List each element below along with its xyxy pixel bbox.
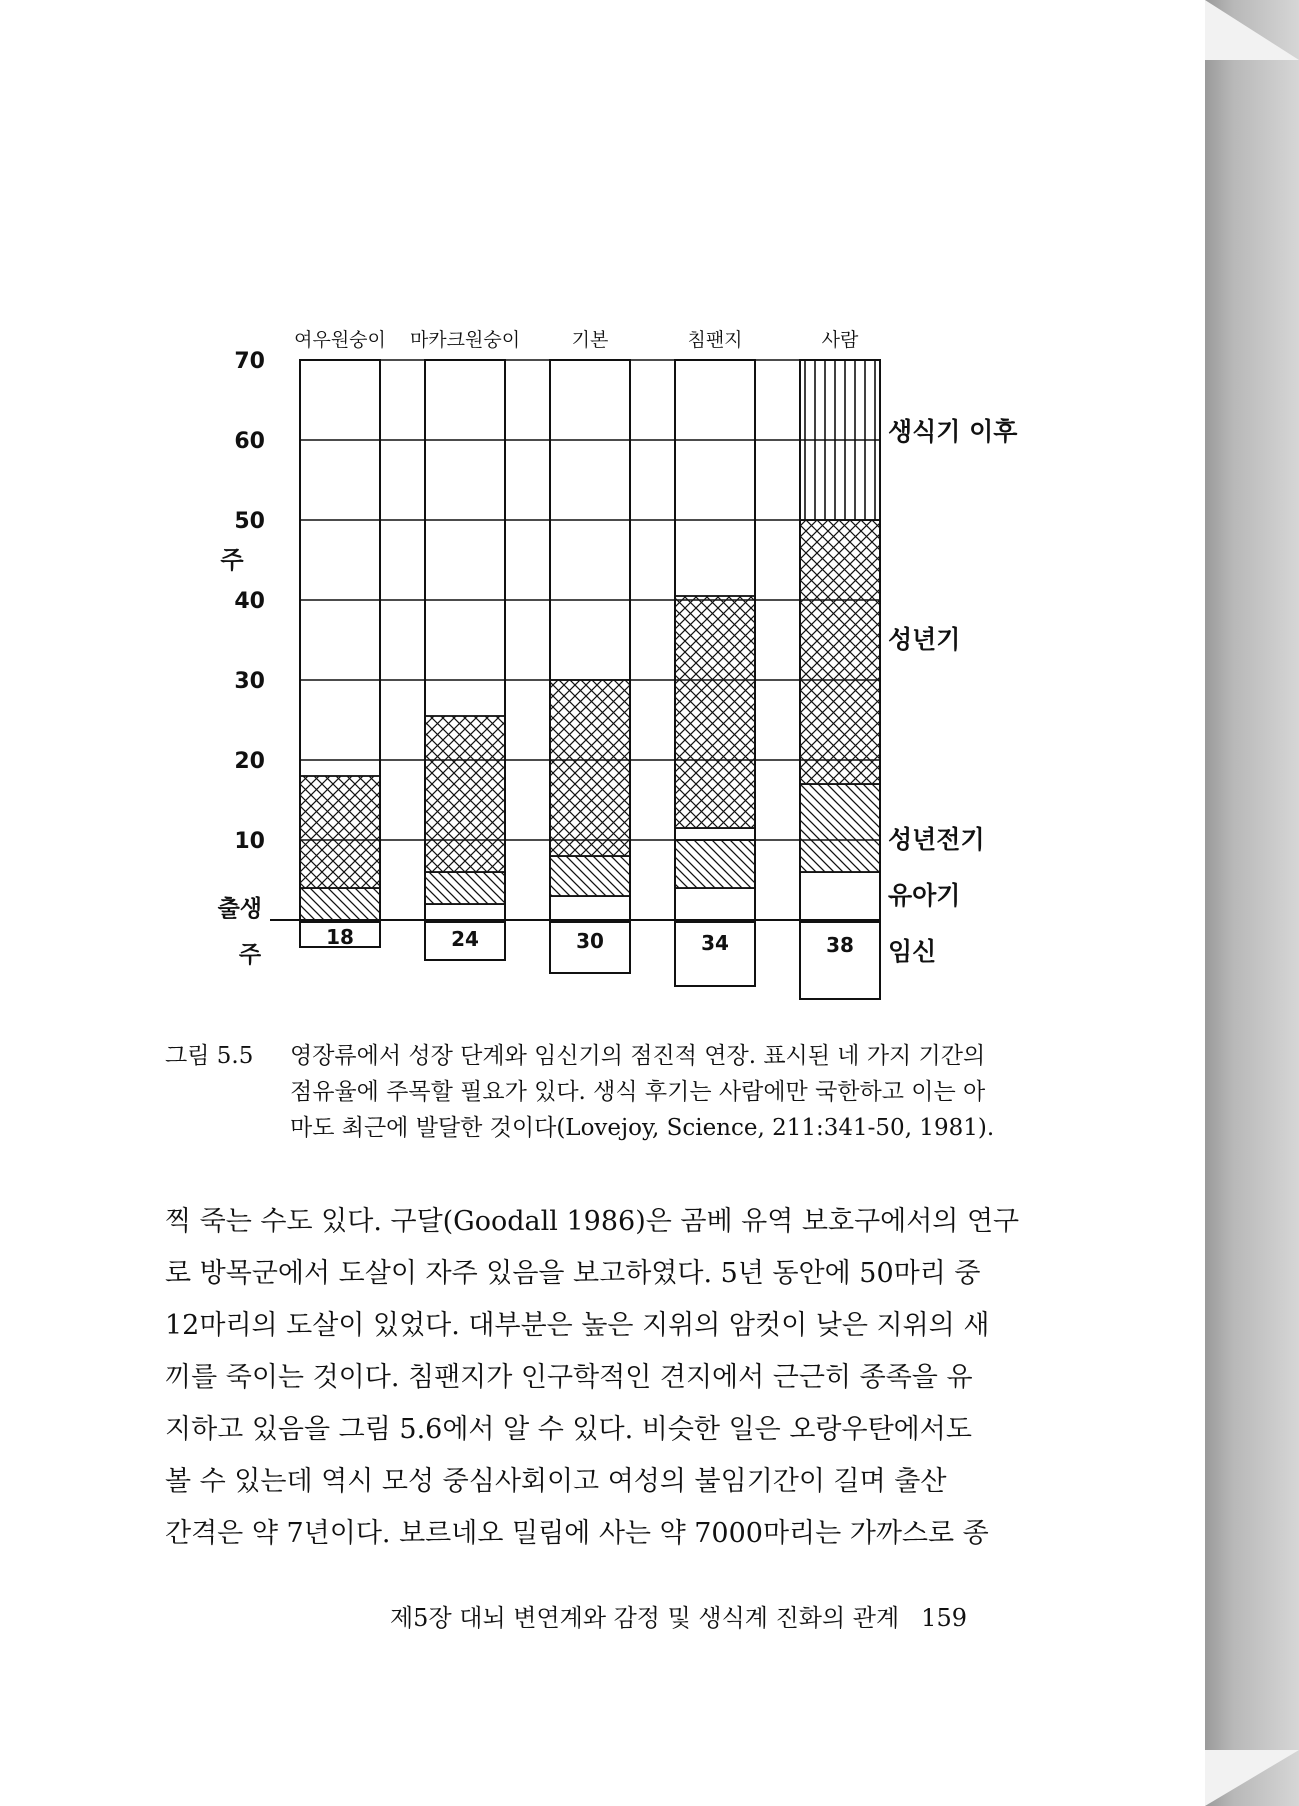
category-label: 마카크원숭이 — [409, 329, 521, 351]
body-line: 12마리의 도살이 있었다. 대부분은 높은 지위의 암컷이 낮은 지위의 새 — [165, 1310, 990, 1341]
bar-segment — [550, 856, 630, 896]
figure-caption — [165, 1038, 1100, 1146]
category-label: 기본 — [571, 329, 609, 351]
body-line: 찍 죽는 수도 있다. 구달(Goodall 1986)은 곰베 유역 보호구에서의 연구 — [165, 1206, 1020, 1237]
birth-label: 출생 — [217, 896, 262, 922]
gestation-value-label: 38 — [826, 933, 854, 957]
bar-segment — [800, 872, 880, 920]
body-line: 지하고 있음을 그림 5.6에서 알 수 있다. 비슷한 일은 오랑우탄에서도 — [165, 1414, 972, 1445]
category-label: 침팬지 — [687, 329, 743, 351]
category-label: 여우원숭이 — [294, 329, 386, 351]
page-edge-shadow — [1205, 0, 1299, 1806]
bar-segment — [300, 888, 380, 920]
y-tick-label: 10 — [234, 829, 265, 854]
caption-line: 마도 최근에 발달한 것이다(Lovejoy, Science, 211:341-50, 1981). — [290, 1115, 995, 1141]
y-tick-label: 60 — [234, 429, 265, 454]
bar-segment — [550, 896, 630, 920]
y-tick-label: 30 — [234, 669, 265, 694]
stage-label: 성년전기 — [888, 825, 985, 854]
body-line: 볼 수 있는데 역시 모성 중심사회이고 여성의 불임기간이 길며 출산 — [165, 1466, 947, 1497]
bar-segment — [425, 904, 505, 920]
running-footer-chapter: 제5장 대뇌 변연계와 감정 및 생식계 진화의 관계 — [390, 1604, 900, 1632]
bar-segment — [800, 784, 880, 872]
gestation-value-label: 34 — [701, 931, 729, 955]
body-line: 간격은 약 7년이다. 보르네오 밀림에 사는 약 7000마리는 가까스로 종 — [165, 1518, 989, 1549]
bar-segment — [675, 596, 755, 828]
y-tick-label: 70 — [234, 349, 265, 374]
bar-segment — [425, 716, 505, 872]
bar-segment — [675, 828, 755, 840]
bar-segment — [675, 840, 755, 888]
figure-5-5-chart — [190, 300, 1070, 1020]
bar-segment — [675, 888, 755, 920]
caption-line: 영장류에서 성장 단계와 임신기의 점진적 연장. 표시된 네 가지 기간의 — [290, 1043, 986, 1069]
gestation-value-label: 18 — [326, 925, 354, 949]
stage-label: 생식기 이후 — [888, 417, 1018, 446]
stage-label: 임신 — [888, 937, 937, 966]
bar-segment — [425, 872, 505, 904]
body-paragraph — [165, 1196, 1070, 1560]
gestation-value-label: 24 — [451, 927, 479, 951]
y-axis-label: 주 — [220, 546, 244, 574]
caption-line: 점유율에 주목할 필요가 있다. 생식 후기는 사람에만 국한하고 이는 아 — [290, 1079, 986, 1105]
y-tick-label: 20 — [234, 749, 265, 774]
caption-number: 그림 5.5 — [165, 1043, 254, 1069]
stage-label: 유아기 — [888, 881, 961, 910]
body-line: 끼를 죽이는 것이다. 침팬지가 인구학적인 견지에서 근근히 종족을 유 — [165, 1362, 973, 1393]
page-number: 159 — [921, 1604, 967, 1632]
bar-segment — [550, 680, 630, 856]
bar-segment — [800, 520, 880, 784]
y-tick-label: 40 — [234, 589, 265, 614]
page-footer — [390, 1598, 1040, 1633]
gestation-value-label: 30 — [576, 929, 604, 953]
body-line: 로 방목군에서 도살이 자주 있음을 보고하였다. 5년 동안에 50마리 중 — [165, 1258, 981, 1289]
bar-segment — [300, 776, 380, 888]
stage-label: 성년기 — [888, 625, 961, 654]
category-label: 사람 — [821, 329, 859, 351]
gestation-unit-label: 주 — [238, 942, 262, 968]
y-tick-label: 50 — [234, 509, 265, 534]
